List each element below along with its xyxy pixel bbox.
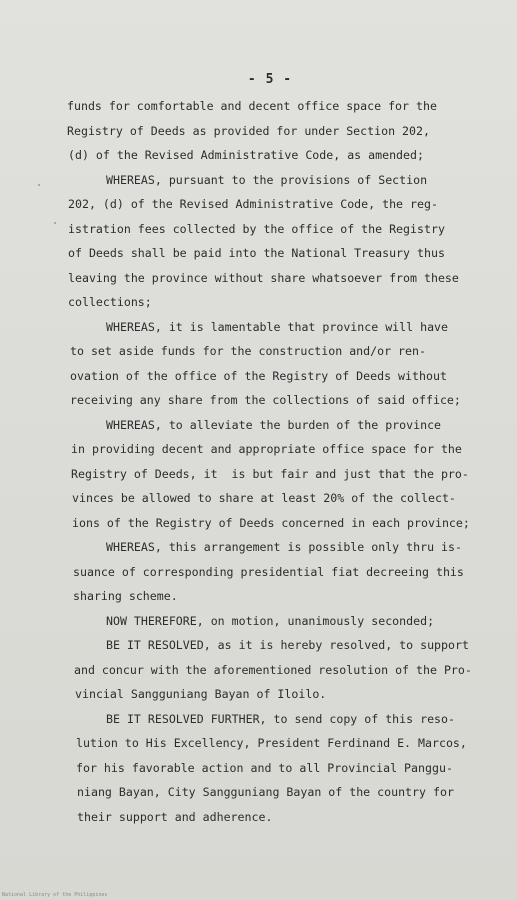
page-number: - 5 - (247, 72, 293, 87)
paragraph-start-whereas: WHEREAS, this arrangement is possible only thru is- (106, 540, 462, 554)
text-line: vinces be allowed to share at least 20% of the collect- (72, 491, 456, 505)
paragraph-be-it-resolved: BE IT RESOLVED, as it is hereby resolved, to support (106, 638, 469, 652)
text-line: vincial Sangguniang Bayan of Iloilo. (75, 687, 327, 701)
text-line: sharing scheme. (73, 589, 178, 603)
text-line: ovation of the office of the Registry of Deeds without (70, 368, 447, 383)
paper-speck (38, 184, 40, 186)
footer-watermark: National Library of the Philippines (2, 892, 108, 898)
text-line: leaving the province without share whatsoever from these (68, 270, 459, 285)
text-line: and concur with the aforementioned resolution of the Pro- (74, 662, 472, 677)
text-line: receiving any share from the collections of said office; (70, 393, 461, 407)
text-line: (d) of the Revised Administrative Code, as amended; (68, 148, 424, 162)
paragraph-start-whereas: WHEREAS, it is lamentable that province will have (106, 319, 449, 334)
text-line: to set aside funds for the construction and/or ren- (70, 344, 426, 358)
text-line: funds for comfortable and decent office space for the (67, 99, 437, 113)
paragraph-start-whereas: WHEREAS, pursuant to the provisions of Section (106, 172, 428, 187)
text-line: for his favorable action and to all Provincial Panggu- (76, 760, 453, 775)
text-line: collections; (68, 295, 152, 309)
text-line: Registry of Deeds as provided for under Section 202, (67, 123, 430, 138)
paragraph-start-whereas: WHEREAS, to alleviate the burden of the province (106, 417, 442, 432)
text-line: in providing decent and appropriate office space for the (71, 442, 462, 456)
body-text (68, 94, 488, 829)
text-line: lution to His Excellency, President Ferdinand E. Marcos, (76, 736, 467, 750)
text-line: of Deeds shall be paid into the National Treasury thus (68, 246, 445, 260)
paragraph-be-it-resolved-further: BE IT RESOLVED FURTHER, to send copy of this reso- (106, 711, 456, 726)
text-line: ions of the Registry of Deeds concerned in each province; (72, 515, 470, 530)
text-line: Registry of Deeds, it is but fair and just that the pro- (71, 466, 469, 481)
paragraph-now-therefore: NOW THEREFORE, on motion, unanimously seconded; (106, 613, 435, 628)
text-line: 202, (d) of the Revised Administrative Code, the reg- (68, 197, 438, 211)
text-line: their support and adherence. (77, 809, 273, 824)
text-line: niang Bayan, City Sangguniang Bayan of the country for (77, 785, 454, 799)
text-line: istration fees collected by the office of the Registry (68, 221, 445, 236)
text-line: suance of corresponding presidential fiat decreeing this (73, 564, 464, 579)
paper-speck (54, 222, 56, 224)
